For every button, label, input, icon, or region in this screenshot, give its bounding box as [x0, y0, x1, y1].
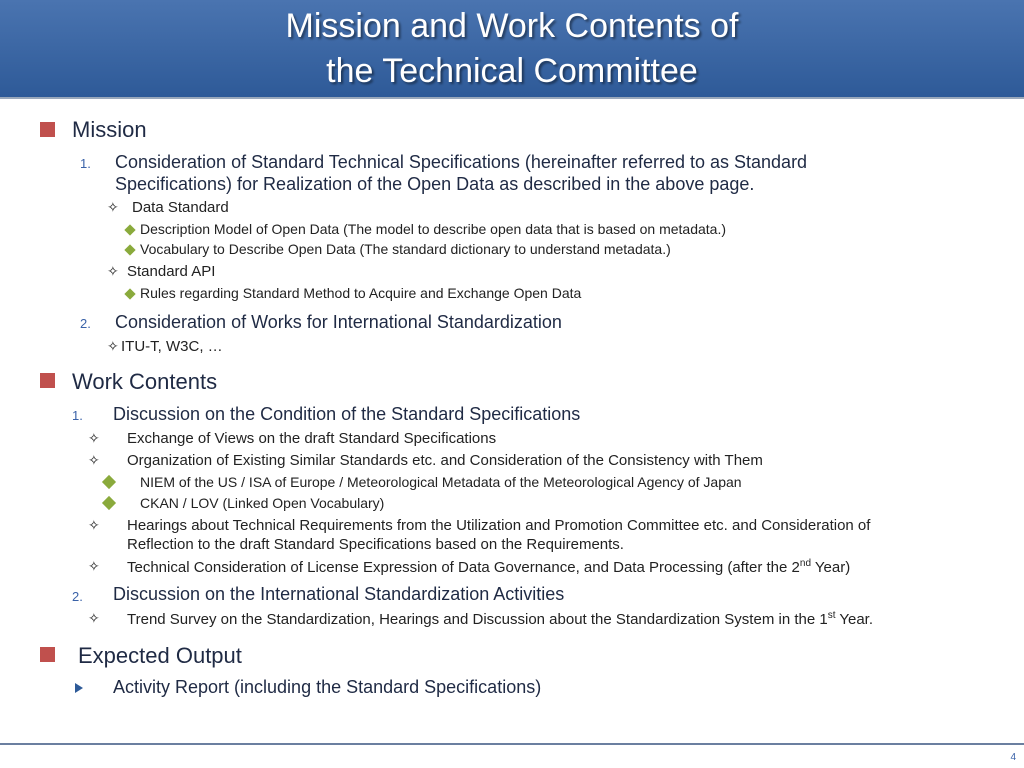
diamond-bullet-icon [102, 475, 116, 489]
work-item-1-d-end: Year) [811, 559, 851, 576]
list-number: 2. [80, 316, 91, 331]
title-banner [0, 0, 1024, 99]
list-number: 2. [72, 589, 83, 604]
work-item-1-d-text: Technical Consideration of License Expression of Data Governance, and Data Processing (after the 2 [127, 559, 800, 576]
work-item-1-c-line-2: Reflection to the draft Standard Specifications based on the Requirements. [127, 536, 624, 553]
expected-output-heading: Expected Output [78, 643, 242, 668]
star-bullet-icon: ✧ [88, 430, 100, 446]
star-bullet-icon: ✧ [107, 338, 119, 354]
work-item-1-b-2: CKAN / LOV (Linked Open Vocabulary) [140, 495, 385, 511]
mission-item-2: Consideration of Works for International Standardization [115, 312, 562, 332]
diamond-bullet-icon [124, 244, 135, 255]
square-bullet-icon [40, 373, 55, 388]
diamond-bullet-icon [124, 224, 135, 235]
star-bullet-icon: ✧ [88, 610, 100, 626]
list-number: 1. [72, 408, 83, 423]
standard-api-sub-1: Rules regarding Standard Method to Acquire and Exchange Open Data [140, 285, 582, 301]
data-standard-sub-1: Description Model of Open Data (The model to describe open data that is based on metadata.) [140, 221, 727, 237]
slide-title [0, 4, 1024, 94]
list-number: 1. [80, 156, 91, 171]
work-item-2-a-text: Trend Survey on the Standardization, Hearings and Discussion about the Standardization System in the 1 [127, 611, 828, 628]
mission-item-2-sub: ITU-T, W3C, … [121, 338, 223, 355]
diamond-bullet-icon [102, 496, 116, 510]
work-item-1-a: Exchange of Views on the draft Standard Specifications [127, 430, 497, 447]
square-bullet-icon [40, 647, 55, 662]
work-item-1-b-1: NIEM of the US / ISA of Europe / Meteorological Metadata of the Meteorological Agency of Japan [140, 474, 742, 490]
star-bullet-icon: ✧ [107, 199, 119, 215]
diamond-bullet-icon [124, 288, 135, 299]
page-number: 4 [1010, 752, 1016, 763]
data-standard-label: Data Standard [132, 199, 229, 216]
data-standard-sub-2: Vocabulary to Describe Open Data (The standard dictionary to understand metadata.) [140, 241, 671, 257]
work-item-1-d [127, 558, 850, 576]
square-bullet-icon [40, 122, 55, 137]
mission-heading: Mission [72, 117, 147, 142]
title-line-2: the Technical Committee [326, 52, 698, 90]
work-item-2: Discussion on the International Standardization Activities [113, 584, 565, 604]
star-bullet-icon: ✧ [88, 452, 100, 468]
footer-divider [0, 743, 1024, 745]
mission-item-1-line-2: Specifications) for Realization of the Open Data as described in the above page. [115, 174, 755, 194]
standard-api-label: Standard API [127, 263, 216, 280]
star-bullet-icon: ✧ [107, 263, 119, 279]
title-line-1: Mission and Work Contents of [285, 7, 739, 45]
ordinal-suffix: st [827, 610, 836, 621]
work-item-2-a [127, 610, 873, 628]
triangle-bullet-icon [75, 683, 83, 693]
work-item-2-a-end: Year. [835, 611, 874, 628]
work-contents-heading: Work Contents [72, 369, 218, 394]
work-item-1-b: Organization of Existing Similar Standards etc. and Consideration of the Consistency with Them [127, 452, 763, 469]
work-item-1: Discussion on the Condition of the Standard Specifications [113, 404, 581, 424]
ordinal-suffix: nd [799, 558, 812, 569]
star-bullet-icon: ✧ [88, 558, 100, 574]
work-item-1-c-line-1: Hearings about Technical Requirements from the Utilization and Promotion Committee etc. and Consideration of [127, 517, 871, 534]
expected-output-item: Activity Report (including the Standard Specifications) [113, 677, 542, 697]
mission-item-1-line-1: Consideration of Standard Technical Specifications (hereinafter referred to as Standard [115, 152, 808, 172]
star-bullet-icon: ✧ [88, 517, 100, 533]
